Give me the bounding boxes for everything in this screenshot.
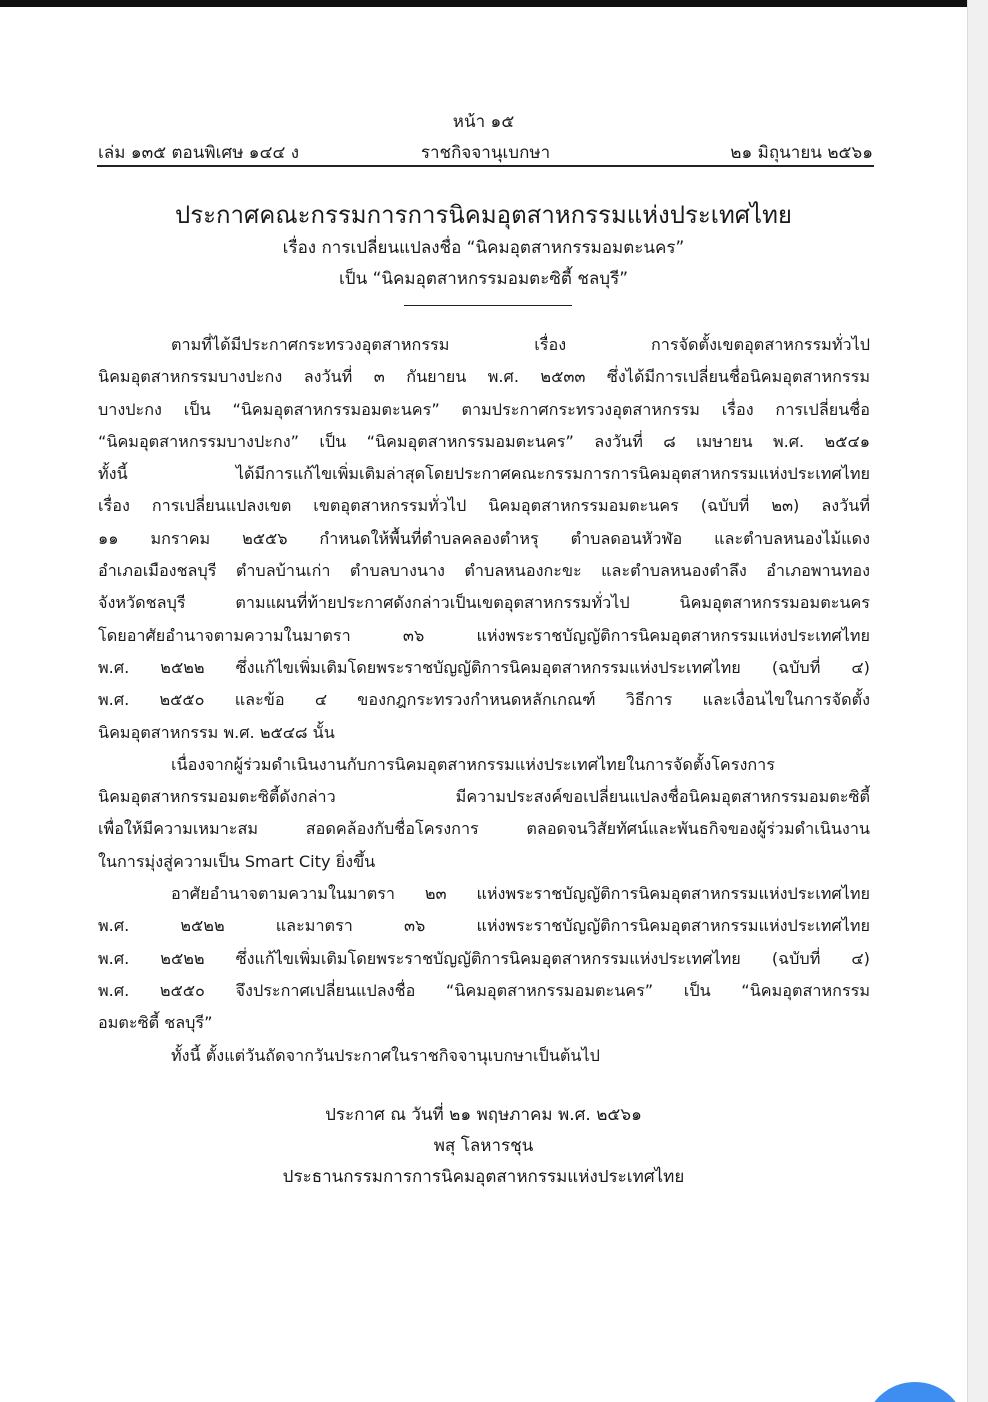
page-number: หน้า ๑๕ [452, 112, 515, 132]
subject-rule [404, 305, 572, 306]
body-line: เรื่อง การเปลี่ยนแปลงเขต เขตอุตสาหกรรมทั่วไป นิคมอุตสาหกรรมอมตะนคร (ฉบับที่ ๒๓) ลงวันที่ [98, 496, 870, 516]
body-line: อมตะซิตี้ ชลบุรี” [98, 1013, 213, 1033]
body-line: ๑๑ มกราคม ๒๕๕๖ กำหนดให้พื้นที่ตำบลคลองตำหรุ ตำบลดอนหัวฬ่อ และตำบลหนองไม้แดง [98, 528, 870, 548]
volume-issue: เล่ม ๑๓๕ ตอนพิเศษ ๑๔๔ ง [98, 143, 300, 163]
window-top-bar [0, 0, 988, 7]
announcement-body [98, 329, 870, 1072]
gazette-header [98, 139, 873, 165]
gazette-name: ราชกิจจานุเบกษา [420, 143, 551, 163]
signatory-position: ประธานกรรมการการนิคมอุตสาหกรรมแห่งประเทศไทย [282, 1167, 685, 1187]
body-line: พ.ศ. ๒๕๒๒ ซึ่งแก้ไขเพิ่มเติมโดยพระราชบัญญัติการนิคมอุตสาหกรรมแห่งประเทศไทย (ฉบับที่ ๔) [98, 948, 870, 968]
body-line: “นิคมอุตสาหกรรมบางปะกง” เป็น “นิคมอุตสาหกรรมอมตะนคร” ลงวันที่ ๘ เมษายน พ.ศ. ๒๕๔๑ [98, 431, 870, 451]
body-line: พ.ศ. ๒๕๕๐ และข้อ ๔ ของกฎกระทรวงกำหนดหลักเกณฑ์ วิธีการ และเงื่อนไขในการจัดตั้ง [98, 690, 870, 710]
body-line: ตามที่ได้มีประกาศกระทรวงอุตสาหกรรม เรื่อง การจัดตั้งเขตอุตสาหกรรมทั่วไป [171, 335, 870, 354]
body-line: โดยอาศัยอำนาจตามความในมาตรา ๓๖ แห่งพระราชบัญญัติการนิคมอุตสาหกรรมแห่งประเทศไทย [98, 625, 870, 645]
body-line: ทั้งนี้ ได้มีการแก้ไขเพิ่มเติมล่าสุดโดยประกาศคณะกรรมการการนิคมอุตสาหกรรมแห่งประเทศไทย [98, 464, 870, 484]
body-line: จังหวัดชลบุรี ตามแผนที่ท้ายประกาศดังกล่าวเป็นเขตอุตสาหกรรมทั่วไป นิคมอุตสาหกรรมอมตะนคร [98, 593, 870, 613]
signatory-name: พสุ โลหารชุน [433, 1136, 534, 1156]
body-line: อาศัยอำนาจตามความในมาตรา ๒๓ แห่งพระราชบัญญัติการนิคมอุตสาหกรรมแห่งประเทศไทย [171, 884, 870, 904]
body-line: นิคมอุตสาหกรรมบางปะกง ลงวันที่ ๓ กันยายน พ.ศ. ๒๕๓๓ ซึ่งได้มีการเปลี่ยนชื่อนิคมอุตสาหกรรม [98, 367, 870, 387]
body-line: นิคมอุตสาหกรรม พ.ศ. ๒๕๔๘ นั้น [98, 722, 335, 742]
signature-date: ประกาศ ณ วันที่ ๒๑ พฤษภาคม พ.ศ. ๒๕๖๑ [325, 1105, 642, 1125]
body-line: พ.ศ. ๒๕๒๒ และมาตรา ๓๖ แห่งพระราชบัญญัติการนิคมอุตสาหกรรมแห่งประเทศไทย [98, 916, 870, 936]
body-line: ทั้งนี้ ตั้งแต่วันถัดจากวันประกาศในราชกิจจานุเบกษาเป็นต้นไป [171, 1045, 600, 1065]
viewer-scrollbar[interactable] [967, 0, 988, 1402]
subject-line-1: เรื่อง การเปลี่ยนแปลงชื่อ “นิคมอุตสาหกรรมอมตะนคร” [282, 238, 685, 258]
body-line: พ.ศ. ๒๕๒๒ ซึ่งแก้ไขเพิ่มเติมโดยพระราชบัญญัติการนิคมอุตสาหกรรมแห่งประเทศไทย (ฉบับที่ ๔) [98, 657, 870, 677]
subject-line-2: เป็น “นิคมอุตสาหกรรมอมตะซิตี้ ชลบุรี” [338, 269, 629, 289]
publication-date: ๒๑ มิถุนายน ๒๕๖๑ [730, 143, 873, 163]
body-line: อำเภอเมืองชลบุรี ตำบลบ้านเก่า ตำบลบางนาง ตำบลหนองกะขะ และตำบลหนองตำลึง อำเภอพานทอง [98, 561, 870, 581]
body-line: บางปะกง เป็น “นิคมอุตสาหกรรมอมตะนคร” ตามประกาศกระทรวงอุตสาหกรรม เรื่อง การเปลี่ยนชื่อ [98, 399, 870, 419]
body-line: เพื่อให้มีความเหมาะสม สอดคล้องกับชื่อโครงการ ตลอดจนวิสัยทัศน์และพันธกิจของผู้ร่วมดำเนินงาน [98, 819, 870, 839]
body-line: นิคมอุตสาหกรรมอมตะซิตี้ดังกล่าว มีความประสงค์ขอเปลี่ยนแปลงชื่อนิคมอุตสาหกรรมอมตะซิตี้ [98, 787, 870, 807]
announcement-title: ประกาศคณะกรรมการการนิคมอุตสาหกรรมแห่งประเทศไทย [175, 201, 792, 229]
body-line: พ.ศ. ๒๕๕๐ จึงประกาศเปลี่ยนแปลงชื่อ “นิคมอุตสาหกรรมอมตะนคร” เป็น “นิคมอุตสาหกรรม [98, 980, 870, 1000]
body-line: ในการมุ่งสู่ความเป็น Smart City ยิ่งขึ้น [98, 851, 376, 871]
floating-action-button[interactable] [862, 1382, 968, 1402]
header-rule [97, 165, 874, 167]
body-line: เนื่องจากผู้ร่วมดำเนินงานกับการนิคมอุตสาหกรรมแห่งประเทศไทยในการจัดตั้งโครงการ [171, 754, 775, 774]
